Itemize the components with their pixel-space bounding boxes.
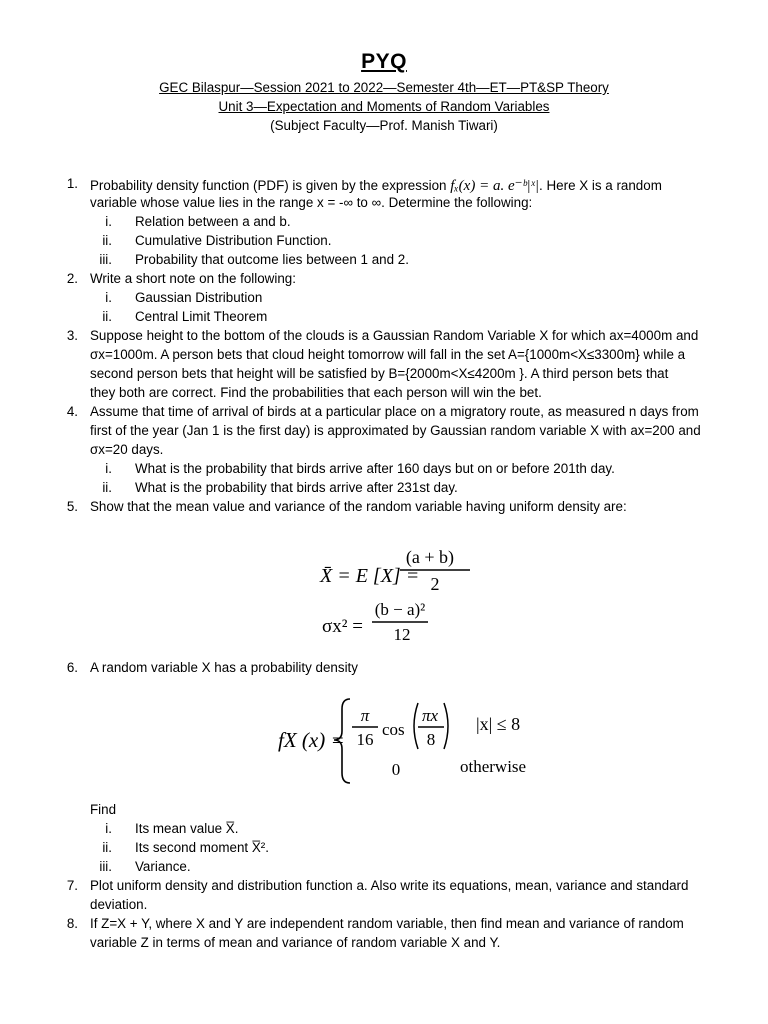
question-3-line: σx=1000m. A person bets that cloud height tomorrow will fall in the set A={1000m<X≤3300m} while a <box>90 347 686 362</box>
question-2-text: Write a short note on the following: <box>90 271 296 286</box>
sub-item-number: ii. <box>102 309 112 324</box>
pdf-cosine-formula <box>272 693 552 789</box>
question-3-line: second person bets that height will be satisfied by B={2000m<X≤4200m }. A third person bets that <box>90 366 669 381</box>
find-label: Find <box>90 802 117 817</box>
sub-item-text: Cumulative Distribution Function. <box>135 233 332 248</box>
question-1-text-a: Probability density function (PDF) is given by the expression <box>90 178 447 193</box>
question-number: 4. <box>66 404 78 419</box>
page-title: PYQ <box>361 50 407 73</box>
sub-item-number: i. <box>105 214 112 229</box>
question-1-text-b: . Here X is a random <box>539 178 662 193</box>
sub-item-text: Its second moment X̅². <box>135 840 269 855</box>
question-8-line: variable Z in terms of mean and variance of random variable X and Y. <box>90 935 501 950</box>
question-8-line: If Z=X + Y, where X and Y are independent random variable, then find mean and variance of random <box>90 916 684 931</box>
sub-item-number: i. <box>105 821 112 836</box>
question-number: 7. <box>66 878 78 893</box>
sixteen-denominator: 16 <box>356 730 374 749</box>
question-5-text: Show that the mean value and variance of the random variable having uniform density are: <box>90 499 627 514</box>
cos-function: cos <box>382 720 405 739</box>
sub-item-text: What is the probability that birds arrive after 231st day. <box>135 480 458 495</box>
question-number: 5. <box>66 499 78 514</box>
header-line-faculty: (Subject Faculty—Prof. Manish Tiwari) <box>270 118 498 133</box>
eight-denominator: 8 <box>426 730 436 749</box>
question-number: 1. <box>66 176 78 191</box>
sub-item-number: ii. <box>102 233 112 248</box>
question-3-line: Suppose height to the bottom of the clouds is a Gaussian Random Variable X for which ax=4000m and <box>90 328 699 343</box>
sub-item-number: ii. <box>102 840 112 855</box>
variance-lhs: σx² = <box>322 616 363 637</box>
header-line-unit: Unit 3—Expectation and Moments of Random Variables <box>218 99 550 114</box>
otherwise-label: otherwise <box>460 757 527 776</box>
mean-numerator: (a + b) <box>405 547 455 567</box>
sub-item-number: i. <box>105 290 112 305</box>
sub-item-number: iii. <box>99 859 112 874</box>
question-7-line: deviation. <box>90 897 148 912</box>
pi-numerator: π <box>360 706 370 725</box>
question-7-line: Plot uniform density and distribution function a. Also write its equations, mean, variance and standard <box>90 878 689 893</box>
pix-numerator: πx <box>421 706 439 725</box>
pdf-expression: fₓ(x) = a. e⁻ᵇ|ˣ| <box>450 178 540 194</box>
sub-item-text: Gaussian Distribution <box>135 290 263 305</box>
question-number: 2. <box>66 271 78 286</box>
mean-denominator: 2 <box>430 574 440 594</box>
condition-range: |x| ≤ 8 <box>476 714 521 734</box>
variance-denominator: 12 <box>393 625 411 644</box>
sub-item-text: Relation between a and b. <box>135 214 291 229</box>
sub-item-text: Its mean value X̅. <box>135 821 239 836</box>
question-number: 8. <box>66 916 78 931</box>
pdf-lhs: fX (x) = <box>278 728 345 752</box>
question-1-text-c: variable whose value lies in the range x = -∞ to ∞. Determine the following: <box>90 195 533 210</box>
header-line-session: GEC Bilaspur—Session 2021 to 2022—Semester 4th—ET—PT&SP Theory <box>159 80 609 95</box>
right-paren <box>444 703 448 749</box>
mean-lhs: X̄ = E [X] = <box>320 565 420 587</box>
sub-item-text: Central Limit Theorem <box>135 309 268 324</box>
sub-item-number: i. <box>105 461 112 476</box>
question-3-line: they both are correct. Find the probabilities that each person will win the bet. <box>90 385 542 400</box>
question-number: 6. <box>66 660 78 675</box>
sub-item-number: iii. <box>99 252 112 267</box>
variance-numerator: (b − a)² <box>374 600 426 619</box>
sub-item-text: Probability that outcome lies between 1 and 2. <box>135 252 409 267</box>
sub-item-text: What is the probability that birds arrive after 160 days but on or before 201th day. <box>135 461 615 476</box>
question-4-line: first of the year (Jan 1 is the first day) is approximated by Gaussian random variable X with ax=200 and <box>90 423 701 438</box>
question-6-text: A random variable X has a probability density <box>90 660 358 675</box>
question-number: 3. <box>66 328 78 343</box>
question-4-line: σx=20 days. <box>90 442 164 457</box>
uniform-mean-variance-formula <box>300 535 500 650</box>
sub-item-number: ii. <box>102 480 112 495</box>
sub-item-text: Variance. <box>135 859 191 874</box>
question-4-line: Assume that time of arrival of birds at a particular place on a migratory route, as measured n days from <box>90 404 699 419</box>
left-paren <box>414 703 418 749</box>
question-1-text <box>90 176 662 195</box>
otherwise-value: 0 <box>391 760 401 779</box>
